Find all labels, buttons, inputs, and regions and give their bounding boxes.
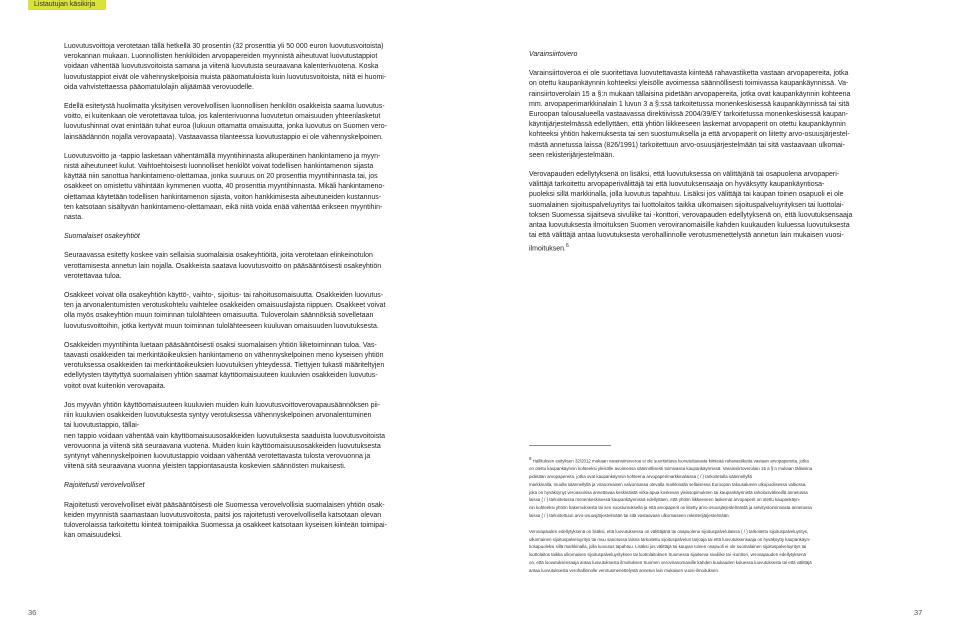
right-text-column: [529, 50, 891, 264]
footnote: [529, 455, 895, 520]
footnote-reference[interactable]: 6: [565, 243, 569, 250]
footnote: Verovapauden edellytyksenä on lisäksi, että luovutuksessa on välittäjänä tai osapuolena sijoituspalvelulaissa ( / ) tarkoitettu sijoituspalveluyritys, ulkomainen sijoituspalveluyritys tai muu sanotussa laissa tarkoitettu sijoituspalvelun tarjoaja tai että luovutuksensaaja on hyväksytty kaupankäyn- tiosapuoleksi sillä markkinalla, jolla luovutus tapahtuu. Lisäksi jos välittäjä tai kaupan toinen osapuoli ei ole suomalainen sijoituspalveluyritys tai luottolaitos taikka ulkomaisen sijoituspalveluyrityksen tai luottolaitoksen Suomessa sijaitseva sivuliike tai -konttori, verovapauden edellytyksenä on, että luovutuksensaaja antaa luovutuksesta ilmoituksen Suomen veroviranomaisille kahden kuukauden kuluessa luovutuksesta tai että välittäjä antaa luovutuksesta verohallinnolle verotusmenettelystä annetun lain mukaisen vuosi-ilmoituksen.: [529, 528, 812, 573]
paragraph: Osakkeiden myyntihinta luetaan pääsääntöisesti osaksi suomalaisen yhtiön liiketoiminnan tuloa. Vas- taavasti osakkeiden tai merkintäoikeuksien hankintameno on vähennyskelpoinen meno kyseisen yhtiön verotuksessa osakkeiden tai merkintäoikeuksien luovutuksen yhteydessä. Tiettyjen tukasti määriteltyjen edellytysten täyttyttyä suomalaisen yhtiön saamat käyttöomaisuuteen kuuluvien osakkeiden luovutus- voitot ovat kuitenkin verovapaita.: [64, 341, 385, 390]
header-section-tab: Listautujan käsikirja: [28, 0, 106, 10]
paragraph: Seuraavassa esitetty koskee vain sellaisia suomalaisia osakeyhtiöitä, joita verotetaan elinkeinotulon verottamisesta annetun lain nojalla. Osakkeista saatava luovutusvoitto on pääsääntöisesti osakeyhtiön verotettavaa tuloa.: [64, 252, 382, 280]
left-text-column: [64, 42, 442, 550]
page-number-right: 37: [914, 608, 923, 617]
footnote-text: Hallituksen esityksen 32/2012 mukaan varainsiirtoveroa ei ole suoritettava luovutettavasta kiinteää rahavastiketta vastaan arvopapereita, jotka on otettu kaupankäynnin kohteeksi yleisölle avoimessa säännöllisesti toimivassa kaupankäynnissä. Varainsiirtoverolain 15 a §:n mukaan tällaisina pidetään arvopapereita, jotka ovat kaupankäynnin kohteena arvopaperimarkkinalaissa ( / ) tarkoitetulla säännellyllä markkinalla, muulla säännellyllä ja viranomaisen valvonnassa olevalla markkinalla sellaisessa Euroopan talousalueen ulkopuolisessa valtiossa, joka on hyväksynyt veroasioissa annettavaa keskinäistä virka-apua koskevan yleissopimuksen tai kaupankäynnistä rahoitusvälineillä annetussa laissa ( / ) tarkoitetussa monenkeskisessä kaupankäynnissä edellyttäen, että yhtiön liikkeeseen laskemat arvopaperit on otettu kaupankäyn- nin kohteeksi yhtiön hakemuksesta tai sen suostumuksella ja että arvopaperit on liitetty arvo-osuusjärjestelmästä ja selvitystoiminnasta annetussa laissa ( / ) tarkoitettuun arvo-osuusjärjestelmään tai sitä vastaavaan ulkomaiseen rekisterijärjestelmään.: [529, 458, 813, 519]
footnote-number: 6: [529, 456, 532, 461]
paragraph: Luovutusvoittoja verotetaan tällä hetkellä 30 prosentin (32 prosenttia yli 50 000 euron luovutusvoitoista) verokannan mukaan. Luonnollisten henkilöiden arvopapereiden myynnistä aiheutuvat luovutustappiot voidaan vähentää luovutusvoitoista samana ja viitenä luovutusta seuraavana kalenterivuotena. Koska luovutustappiot eivät ole vähennyskelpoisia muista pääomatuloista kuin luovutusvoitoista, niitä ei huomi- oida vahvistettaessa pääomatulolajin alijäämää verovuodelle.: [64, 43, 387, 91]
section-heading: Suomalaiset osakeyhtiöt: [64, 233, 140, 241]
footnote-divider: [529, 445, 611, 446]
page-number-left: 36: [28, 608, 37, 617]
paragraph: [529, 170, 891, 255]
paragraph: Luovutusvoitto ja -tappio lasketaan vähentämällä myyntihinnasta alkuperäinen hankintameno ja myyn- nistä aiheutuneet kulut. Vaihtoehtoisesti luonnolliset henkilöt voivat todellisen hankintamenon sijasta käyttää niin sanottua hankintameno-olettamaa, jonka suuruus on 20 prosenttia myyntihinnasta tai, jos osakkeet on omistettu vähintään kymmenen vuotta, 40 prosenttia myyntihinnasta. Mikäli hankintameno- olettamaa käytetään todellisen hankintamenon sijasta, voiton hankkimisesta aiheutuneiden kustannus- ten katsotaan sisältyvän hankintameno-olettamaan, eikä niitä voida enää vähentää erikseen myyntihin- nasta.: [64, 152, 385, 222]
paragraph: Osakkeet voivat olla osakeyhtiön käyttö-, vaihto-, sijoitus- tai rahoitusomaisuutta. Osakkeiden luovutus- ten ja arvonalentumisten verotuskohtelu vaihtelee osakkeiden omaisuuslajista riippuen. Osakkeet voivat olla myös osakeyhtiön muun toiminnan tulolähteen omaisuutta. Tuloverolain säännöksiä sovelletaan luovutusvoittoihin, jotka kertyvät muun toiminnan tulolähteeseen kuuluvan omaisuuden luovutuksesta.: [64, 292, 386, 330]
footnotes: [529, 445, 895, 583]
section-heading: Varainsiirtovero: [529, 51, 578, 58]
paragraph-text: Verovapauden edellytyksenä on lisäksi, että luovutuksessa on välittäjänä tai osapuolena arvopaperi- välittäjä tarkoitettu arvopaperivälittäjä tai että luovutuksensaaja on hyväksytty kaupankäyntiosa- puoleksi sillä markkinalla, jolla luovutus tapahtuu. Lisäksi jos välittäjä tai kaupan toinen osapuoli ei ole suomalainen sijoituspalveluyritys tai luottolaitos taikka ulkomaisen sijoituspalveluyrityksen tai luottolai- toksen Suomessa sijaitseva sivuliike tai -konttori, verovapauden edellytyksenä on, että luovutuksensaaja antaa luovutuksesta ilmoituksen Suomen veroviranomaisille kahden kuukauden kuluessa luovutuksesta tai että välittäjä antaa luovutuksesta verohallinnolle verotusmenettelystä annetun lain mukaisen vuosi- ilmoituksen.: [529, 171, 853, 253]
paragraph: Jos myyvän yhtiön käyttöomaisuuteen kuuluvien muiden kuin luovutusvoittoverovapausäännöksen pii- riin kuuluvien osakkeiden luovutuksesta syntyy verotuksessa vähennyskelpoinen arvonalentuminen tai luovutustappio, tällai- nen tappio voidaan vähentää vain käyttöomaisuusosakkeiden luovutuksesta saaduista luovutusvoitoista verovuonna ja viitenä sitä seuraavana vuotena. Muiden kuin käyttöomaisuusosakkeiden luovutuksesta syntynyt vähennyskelpoinen luovutustappio voidaan vähentää verotettavasta tulosta verovuonna ja viitenä sitä seuraavana vuonna yleisten tappiontasausta koskevien säännösten mukaisesti.: [64, 401, 386, 471]
paragraph: Varainsiirtoveroa ei ole suoritettava luovutettavasta kiinteää rahavastiketta vastaan arvopapereita, jotka on otettu kaupankäynnin kohteeksi yleisölle avoimessa säännöllisesti toimivassa kaupankäynnissä. Va- rainsiirtoverolain 15 a §:n mukaan tällaisina pidetään arvopapereita, jotka ovat kaupankäynnin kohteena mm. arvopaperimarkkinalain 1 luvun 3 a §:ssä tarkoitetussa monenkeskisessä kaupankäynnissä tai sitä Euroopan talousalueella vastaavassa direktiivissä 2004/39/EY tarkoitetussa monenkeskisessä kaupan- käyntijärjestelmässä edellyttäen, että yhtiön liikkeeseen laskemat arvopaperit on otettu kaupankäynnin kohteeksi yhtiön hakemuksesta tai sen suostumuksella ja että arvopaperit on liitetty arvo-osuusjärjestel- mästä annetussa laissa (826/1991) tarkoitettuun arvo-osuusjärjestelmään tai sitä vastaavaan ulkomai- seen rekisterijärjestelmään.: [529, 70, 851, 159]
section-heading: Rajoitetusti verovelvolliset: [64, 482, 145, 490]
paragraph: Rajoitetusti verovelvolliset eivät pääsääntöisesti ole Suomessa verovelvollisia suomalaisen yhtiön osak- keiden myynnistä saamastaan luovutusvoitosta, paitsi jos rajoitetusti verovelvollisella katsotaan olevan tuloverolaissa tarkoitettu kiinteä toimipaikka Suomessa ja osakkeet katsotaan kyseisen kiinteän toimipai- kan omaisuudeksi.: [64, 501, 387, 540]
paragraph: Edellä esitetystä huolimatta yksityisen verovelvollisen luonnollisen henkilön osakkeista saama luovutus- voitto, ei kuitenkaan ole verotettavaa tuloa, jos kalenterivuonna luovutetun omaisuuden yhteenlasketut luovutushinnat ovat enintään tuhat euroa (lukuun ottamatta omaisuutta, jonka luovutus on Suomen vero- lainsäädännön nojalla verovapaata). Vastaavassa tilanteessa luovutustappio ei ole vähennyskelpoinen.: [64, 103, 387, 141]
